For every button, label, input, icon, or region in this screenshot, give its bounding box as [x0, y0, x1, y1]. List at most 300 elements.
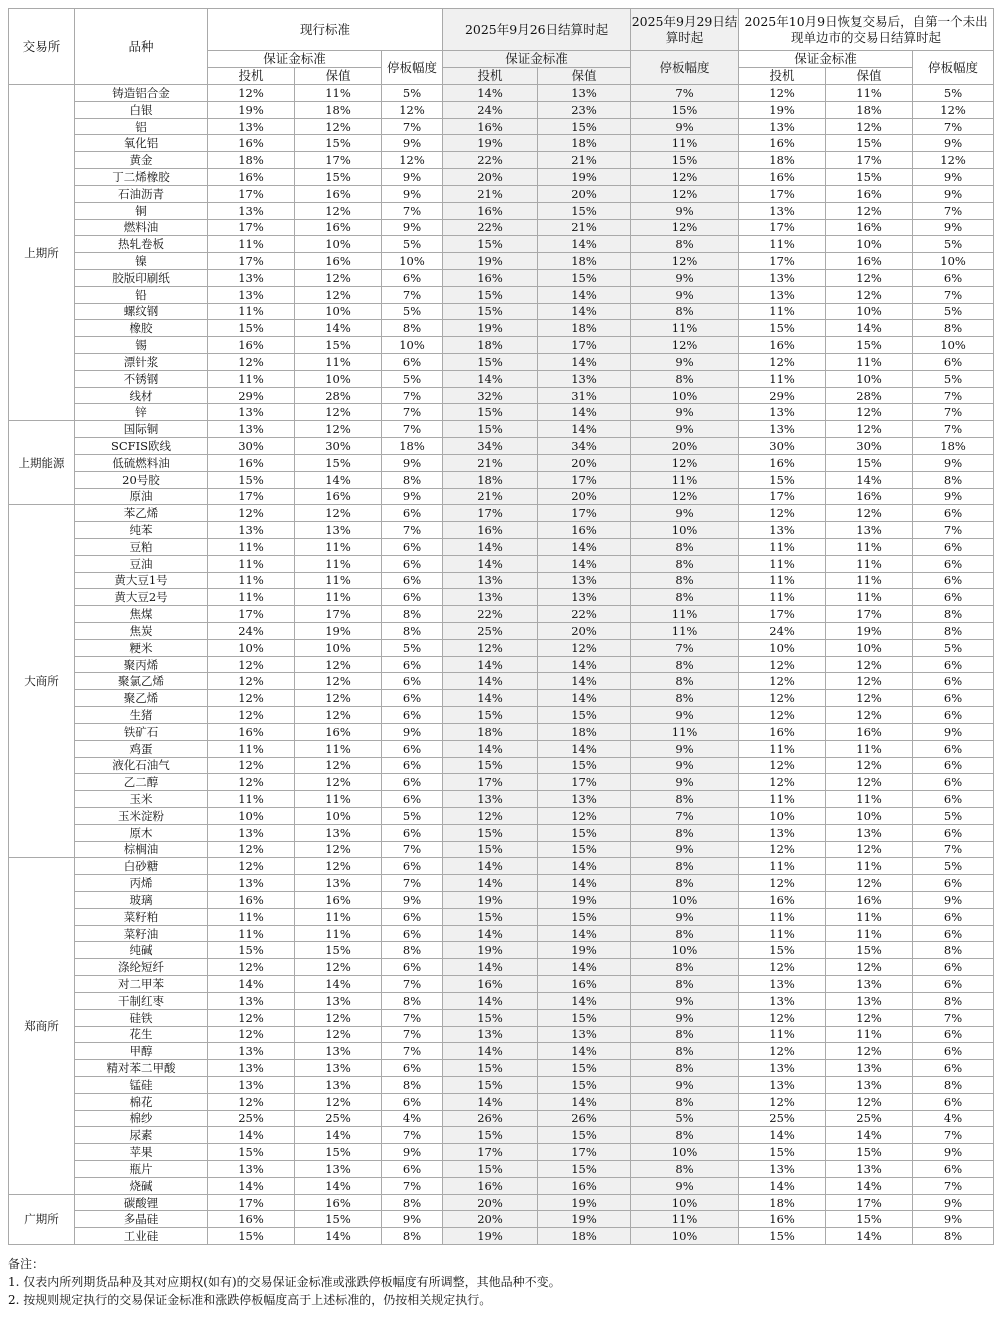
cell-current-spec: 17% — [208, 606, 295, 623]
cell-oct9-hedge: 15% — [826, 1211, 913, 1228]
cell-sep29-limit: 8% — [631, 959, 739, 976]
cell-current-hedge: 16% — [295, 185, 382, 202]
cell-current-limit: 6% — [382, 572, 443, 589]
cell-current-spec: 15% — [208, 1144, 295, 1161]
cell-product: 焦煤 — [75, 606, 208, 623]
cell-oct9-limit: 9% — [913, 185, 994, 202]
cell-sep26-hedge: 18% — [538, 723, 631, 740]
cell-oct9-spec: 11% — [739, 791, 826, 808]
margin-table-container — [8, 8, 993, 1245]
cell-sep26-hedge: 16% — [538, 1177, 631, 1194]
cell-current-hedge: 16% — [295, 253, 382, 270]
cell-oct9-limit: 12% — [913, 152, 994, 169]
cell-sep26-spec: 24% — [443, 101, 538, 118]
cell-oct9-limit: 10% — [913, 253, 994, 270]
cell-sep26-hedge: 13% — [538, 572, 631, 589]
cell-sep26-spec: 21% — [443, 488, 538, 505]
cell-oct9-spec: 12% — [739, 757, 826, 774]
table-row — [9, 1026, 994, 1043]
cell-oct9-hedge: 16% — [826, 253, 913, 270]
cell-product: 干制红枣 — [75, 992, 208, 1009]
cell-sep26-spec: 14% — [443, 85, 538, 102]
table-row — [9, 236, 994, 253]
cell-sep26-hedge: 19% — [538, 942, 631, 959]
cell-sep26-hedge: 17% — [538, 1144, 631, 1161]
cell-product: 氧化铝 — [75, 135, 208, 152]
cell-oct9-spec: 17% — [739, 185, 826, 202]
cell-sep29-limit: 12% — [631, 337, 739, 354]
table-row — [9, 538, 994, 555]
cell-sep26-spec: 13% — [443, 791, 538, 808]
table-row — [9, 1161, 994, 1178]
cell-current-limit: 8% — [382, 1076, 443, 1093]
cell-sep29-limit: 9% — [631, 757, 739, 774]
cell-oct9-hedge: 16% — [826, 723, 913, 740]
cell-current-hedge: 12% — [295, 1009, 382, 1026]
cell-sep26-spec: 15% — [443, 286, 538, 303]
cell-sep26-hedge: 14% — [538, 925, 631, 942]
cell-sep26-spec: 14% — [443, 690, 538, 707]
cell-product: 铸造铝合金 — [75, 85, 208, 102]
cell-oct9-limit: 9% — [913, 892, 994, 909]
cell-current-hedge: 12% — [295, 269, 382, 286]
cell-product: 铝 — [75, 118, 208, 135]
cell-sep26-spec: 18% — [443, 723, 538, 740]
cell-current-limit: 6% — [382, 908, 443, 925]
cell-sep26-spec: 22% — [443, 606, 538, 623]
cell-oct9-limit: 5% — [913, 858, 994, 875]
cell-oct9-limit: 4% — [913, 1110, 994, 1127]
header-product: 品种 — [75, 9, 208, 85]
table-row — [9, 589, 994, 606]
cell-current-limit: 7% — [382, 421, 443, 438]
exchange-name: 广期所 — [9, 1194, 75, 1244]
cell-sep26-spec: 14% — [443, 875, 538, 892]
table-row — [9, 488, 994, 505]
cell-product: 液化石油气 — [75, 757, 208, 774]
cell-oct9-limit: 6% — [913, 908, 994, 925]
cell-oct9-limit: 6% — [913, 875, 994, 892]
cell-sep26-spec: 20% — [443, 1211, 538, 1228]
cell-oct9-spec: 17% — [739, 488, 826, 505]
cell-oct9-spec: 13% — [739, 1076, 826, 1093]
cell-product: 螺纹钢 — [75, 303, 208, 320]
cell-current-hedge: 13% — [295, 1076, 382, 1093]
cell-current-hedge: 10% — [295, 807, 382, 824]
cell-current-spec: 10% — [208, 807, 295, 824]
cell-current-hedge: 10% — [295, 370, 382, 387]
cell-sep26-hedge: 13% — [538, 1026, 631, 1043]
cell-oct9-spec: 12% — [739, 656, 826, 673]
table-row — [9, 253, 994, 270]
cell-sep29-limit: 8% — [631, 1127, 739, 1144]
cell-current-limit: 6% — [382, 589, 443, 606]
cell-product: 玉米 — [75, 791, 208, 808]
cell-oct9-limit: 8% — [913, 942, 994, 959]
cell-current-limit: 5% — [382, 303, 443, 320]
cell-current-hedge: 13% — [295, 992, 382, 1009]
cell-product: 生猪 — [75, 707, 208, 724]
cell-current-limit: 6% — [382, 774, 443, 791]
cell-oct9-hedge: 12% — [826, 656, 913, 673]
cell-current-limit: 6% — [382, 791, 443, 808]
cell-sep26-spec: 15% — [443, 908, 538, 925]
table-row — [9, 824, 994, 841]
cell-sep29-limit: 7% — [631, 639, 739, 656]
cell-product: 聚氯乙烯 — [75, 673, 208, 690]
table-row — [9, 85, 994, 102]
cell-product: 苹果 — [75, 1144, 208, 1161]
cell-sep29-limit: 10% — [631, 892, 739, 909]
cell-sep26-hedge: 14% — [538, 303, 631, 320]
cell-oct9-limit: 10% — [913, 337, 994, 354]
cell-oct9-limit: 6% — [913, 774, 994, 791]
cell-sep26-spec: 14% — [443, 740, 538, 757]
cell-oct9-hedge: 13% — [826, 1060, 913, 1077]
cell-product: 20号胶 — [75, 471, 208, 488]
cell-oct9-spec: 15% — [739, 1144, 826, 1161]
cell-sep29-limit: 10% — [631, 1228, 739, 1245]
cell-product: SCFIS欧线 — [75, 438, 208, 455]
cell-oct9-limit: 6% — [913, 740, 994, 757]
cell-current-limit: 12% — [382, 152, 443, 169]
cell-current-hedge: 11% — [295, 85, 382, 102]
cell-product: 烧碱 — [75, 1177, 208, 1194]
cell-oct9-hedge: 14% — [826, 1127, 913, 1144]
cell-current-hedge: 11% — [295, 572, 382, 589]
table-row — [9, 992, 994, 1009]
cell-current-limit: 6% — [382, 824, 443, 841]
cell-current-hedge: 14% — [295, 1228, 382, 1245]
cell-current-hedge: 12% — [295, 505, 382, 522]
table-row — [9, 471, 994, 488]
cell-product: 黄大豆2号 — [75, 589, 208, 606]
cell-sep26-spec: 15% — [443, 1127, 538, 1144]
cell-sep26-hedge: 23% — [538, 101, 631, 118]
cell-oct9-spec: 16% — [739, 169, 826, 186]
cell-sep26-hedge: 14% — [538, 656, 631, 673]
cell-current-hedge: 13% — [295, 1060, 382, 1077]
cell-oct9-limit: 6% — [913, 925, 994, 942]
table-row — [9, 320, 994, 337]
cell-oct9-spec: 14% — [739, 1127, 826, 1144]
cell-current-spec: 12% — [208, 673, 295, 690]
cell-product: 菜籽油 — [75, 925, 208, 942]
cell-sep29-limit: 8% — [631, 1161, 739, 1178]
table-row — [9, 875, 994, 892]
cell-sep29-limit: 9% — [631, 421, 739, 438]
cell-oct9-hedge: 19% — [826, 623, 913, 640]
table-row — [9, 908, 994, 925]
header-sep26-hedge: 保值 — [538, 68, 631, 85]
cell-oct9-hedge: 14% — [826, 1177, 913, 1194]
cell-oct9-spec: 15% — [739, 471, 826, 488]
cell-sep29-limit: 12% — [631, 185, 739, 202]
cell-product: 丙烯 — [75, 875, 208, 892]
cell-sep26-spec: 18% — [443, 337, 538, 354]
cell-sep26-spec: 18% — [443, 471, 538, 488]
cell-product: 尿素 — [75, 1127, 208, 1144]
cell-product: 锌 — [75, 404, 208, 421]
cell-sep29-limit: 10% — [631, 942, 739, 959]
cell-sep26-hedge: 15% — [538, 908, 631, 925]
cell-sep26-spec: 19% — [443, 320, 538, 337]
cell-current-hedge: 14% — [295, 471, 382, 488]
cell-oct9-limit: 9% — [913, 723, 994, 740]
cell-oct9-limit: 9% — [913, 169, 994, 186]
cell-product: 玉米淀粉 — [75, 807, 208, 824]
cell-current-limit: 5% — [382, 370, 443, 387]
cell-current-hedge: 10% — [295, 303, 382, 320]
cell-oct9-spec: 11% — [739, 370, 826, 387]
cell-sep26-hedge: 22% — [538, 606, 631, 623]
cell-sep26-spec: 14% — [443, 538, 538, 555]
cell-oct9-spec: 16% — [739, 135, 826, 152]
cell-sep26-hedge: 14% — [538, 673, 631, 690]
cell-sep29-limit: 11% — [631, 1211, 739, 1228]
cell-oct9-limit: 5% — [913, 303, 994, 320]
cell-current-hedge: 15% — [295, 942, 382, 959]
cell-current-spec: 11% — [208, 740, 295, 757]
cell-current-spec: 13% — [208, 269, 295, 286]
cell-product: 鸡蛋 — [75, 740, 208, 757]
cell-current-hedge: 17% — [295, 606, 382, 623]
table-row — [9, 522, 994, 539]
table-row — [9, 101, 994, 118]
cell-sep26-hedge: 17% — [538, 471, 631, 488]
cell-sep29-limit: 9% — [631, 269, 739, 286]
table-row — [9, 925, 994, 942]
cell-sep26-spec: 32% — [443, 387, 538, 404]
cell-oct9-hedge: 12% — [826, 757, 913, 774]
cell-product: 瓶片 — [75, 1161, 208, 1178]
cell-oct9-hedge: 12% — [826, 1009, 913, 1026]
table-row — [9, 135, 994, 152]
cell-current-limit: 9% — [382, 1211, 443, 1228]
cell-oct9-limit: 6% — [913, 707, 994, 724]
cell-oct9-hedge: 25% — [826, 1110, 913, 1127]
cell-sep26-hedge: 15% — [538, 1161, 631, 1178]
cell-current-limit: 7% — [382, 1026, 443, 1043]
cell-oct9-limit: 7% — [913, 1127, 994, 1144]
cell-oct9-spec: 30% — [739, 438, 826, 455]
cell-oct9-spec: 12% — [739, 959, 826, 976]
cell-sep26-hedge: 16% — [538, 522, 631, 539]
cell-sep26-spec: 16% — [443, 976, 538, 993]
cell-oct9-spec: 17% — [739, 606, 826, 623]
cell-oct9-hedge: 10% — [826, 639, 913, 656]
cell-current-hedge: 13% — [295, 1161, 382, 1178]
cell-oct9-hedge: 15% — [826, 454, 913, 471]
header-oct9: 2025年10月9日恢复交易后，自第一个未出现单边市的交易日结算时起 — [739, 9, 994, 51]
cell-current-limit: 7% — [382, 387, 443, 404]
cell-sep26-spec: 21% — [443, 185, 538, 202]
cell-product: 甲醇 — [75, 1043, 208, 1060]
cell-oct9-hedge: 12% — [826, 505, 913, 522]
table-row — [9, 740, 994, 757]
cell-product: 原木 — [75, 824, 208, 841]
table-row — [9, 892, 994, 909]
cell-oct9-hedge: 16% — [826, 185, 913, 202]
cell-current-spec: 13% — [208, 1076, 295, 1093]
cell-oct9-spec: 13% — [739, 286, 826, 303]
cell-sep26-hedge: 16% — [538, 976, 631, 993]
cell-current-hedge: 12% — [295, 202, 382, 219]
cell-sep26-hedge: 15% — [538, 707, 631, 724]
cell-sep29-limit: 8% — [631, 791, 739, 808]
cell-sep29-limit: 8% — [631, 572, 739, 589]
cell-sep26-spec: 14% — [443, 1043, 538, 1060]
cell-oct9-limit: 6% — [913, 538, 994, 555]
cell-current-limit: 6% — [382, 538, 443, 555]
cell-sep29-limit: 5% — [631, 1110, 739, 1127]
header-sep26: 2025年9月26日结算时起 — [443, 9, 631, 51]
cell-oct9-spec: 16% — [739, 723, 826, 740]
cell-sep26-hedge: 14% — [538, 1043, 631, 1060]
cell-oct9-hedge: 11% — [826, 858, 913, 875]
header-oct9-margin: 保证金标准 — [739, 51, 913, 68]
cell-sep26-spec: 16% — [443, 522, 538, 539]
cell-oct9-hedge: 18% — [826, 101, 913, 118]
cell-oct9-spec: 12% — [739, 354, 826, 371]
header-current-margin: 保证金标准 — [208, 51, 382, 68]
cell-sep29-limit: 11% — [631, 606, 739, 623]
cell-sep26-spec: 13% — [443, 589, 538, 606]
header-exchange: 交易所 — [9, 9, 75, 85]
cell-sep26-spec: 16% — [443, 269, 538, 286]
cell-sep29-limit: 8% — [631, 690, 739, 707]
cell-product: 焦炭 — [75, 623, 208, 640]
cell-oct9-spec: 11% — [739, 589, 826, 606]
cell-current-limit: 8% — [382, 1228, 443, 1245]
cell-current-limit: 8% — [382, 606, 443, 623]
cell-oct9-limit: 7% — [913, 421, 994, 438]
table-row — [9, 656, 994, 673]
cell-sep26-hedge: 15% — [538, 1009, 631, 1026]
cell-sep29-limit: 9% — [631, 1177, 739, 1194]
cell-current-spec: 12% — [208, 505, 295, 522]
cell-current-hedge: 16% — [295, 723, 382, 740]
cell-current-spec: 16% — [208, 723, 295, 740]
cell-oct9-spec: 13% — [739, 976, 826, 993]
cell-current-spec: 12% — [208, 85, 295, 102]
cell-current-hedge: 28% — [295, 387, 382, 404]
cell-sep29-limit: 9% — [631, 992, 739, 1009]
cell-sep29-limit: 11% — [631, 471, 739, 488]
cell-sep26-hedge: 13% — [538, 85, 631, 102]
table-row — [9, 707, 994, 724]
cell-sep26-hedge: 21% — [538, 152, 631, 169]
cell-oct9-limit: 9% — [913, 1144, 994, 1161]
cell-oct9-limit: 7% — [913, 1009, 994, 1026]
cell-current-spec: 11% — [208, 303, 295, 320]
cell-oct9-spec: 15% — [739, 1228, 826, 1245]
cell-sep26-hedge: 17% — [538, 505, 631, 522]
cell-sep26-spec: 12% — [443, 807, 538, 824]
cell-sep26-hedge: 13% — [538, 791, 631, 808]
cell-oct9-hedge: 13% — [826, 992, 913, 1009]
cell-sep26-hedge: 15% — [538, 118, 631, 135]
cell-current-hedge: 10% — [295, 639, 382, 656]
cell-oct9-hedge: 11% — [826, 354, 913, 371]
cell-oct9-hedge: 11% — [826, 1026, 913, 1043]
cell-sep26-spec: 14% — [443, 555, 538, 572]
cell-sep26-hedge: 26% — [538, 1110, 631, 1127]
cell-current-spec: 13% — [208, 202, 295, 219]
cell-oct9-hedge: 17% — [826, 606, 913, 623]
table-row — [9, 1144, 994, 1161]
cell-product: 花生 — [75, 1026, 208, 1043]
cell-oct9-hedge: 16% — [826, 219, 913, 236]
cell-oct9-spec: 16% — [739, 892, 826, 909]
table-row — [9, 1194, 994, 1211]
cell-current-hedge: 11% — [295, 791, 382, 808]
cell-current-spec: 13% — [208, 1060, 295, 1077]
cell-sep29-limit: 8% — [631, 673, 739, 690]
cell-sep26-spec: 25% — [443, 623, 538, 640]
cell-current-spec: 11% — [208, 572, 295, 589]
cell-current-limit: 8% — [382, 942, 443, 959]
cell-oct9-limit: 6% — [913, 1093, 994, 1110]
cell-current-hedge: 14% — [295, 320, 382, 337]
cell-sep26-spec: 15% — [443, 354, 538, 371]
cell-sep26-spec: 16% — [443, 202, 538, 219]
cell-current-spec: 12% — [208, 656, 295, 673]
cell-sep26-hedge: 15% — [538, 1127, 631, 1144]
cell-oct9-hedge: 10% — [826, 370, 913, 387]
cell-sep26-hedge: 19% — [538, 892, 631, 909]
cell-current-limit: 7% — [382, 1009, 443, 1026]
table-row — [9, 639, 994, 656]
cell-current-spec: 17% — [208, 253, 295, 270]
cell-oct9-spec: 12% — [739, 841, 826, 858]
cell-oct9-limit: 12% — [913, 101, 994, 118]
cell-oct9-spec: 12% — [739, 1009, 826, 1026]
cell-current-hedge: 12% — [295, 707, 382, 724]
cell-sep29-limit: 11% — [631, 135, 739, 152]
cell-product: 工业硅 — [75, 1228, 208, 1245]
cell-sep29-limit: 10% — [631, 387, 739, 404]
table-row — [9, 807, 994, 824]
table-row — [9, 505, 994, 522]
cell-sep26-hedge: 19% — [538, 169, 631, 186]
cell-sep29-limit: 8% — [631, 824, 739, 841]
cell-oct9-spec: 11% — [739, 740, 826, 757]
table-row — [9, 404, 994, 421]
cell-current-limit: 8% — [382, 992, 443, 1009]
cell-sep29-limit: 9% — [631, 202, 739, 219]
cell-oct9-limit: 8% — [913, 320, 994, 337]
cell-sep26-spec: 15% — [443, 404, 538, 421]
cell-current-hedge: 30% — [295, 438, 382, 455]
cell-sep26-spec: 15% — [443, 757, 538, 774]
cell-product: 粳米 — [75, 639, 208, 656]
cell-current-hedge: 12% — [295, 757, 382, 774]
cell-sep26-hedge: 15% — [538, 1076, 631, 1093]
cell-oct9-limit: 9% — [913, 454, 994, 471]
cell-oct9-spec: 13% — [739, 421, 826, 438]
cell-oct9-limit: 8% — [913, 471, 994, 488]
cell-current-spec: 16% — [208, 892, 295, 909]
cell-oct9-spec: 11% — [739, 1026, 826, 1043]
cell-oct9-hedge: 12% — [826, 959, 913, 976]
cell-current-spec: 12% — [208, 1009, 295, 1026]
cell-sep29-limit: 9% — [631, 354, 739, 371]
cell-sep26-hedge: 15% — [538, 841, 631, 858]
table-row — [9, 1060, 994, 1077]
cell-product: 聚丙烯 — [75, 656, 208, 673]
cell-oct9-limit: 8% — [913, 1076, 994, 1093]
